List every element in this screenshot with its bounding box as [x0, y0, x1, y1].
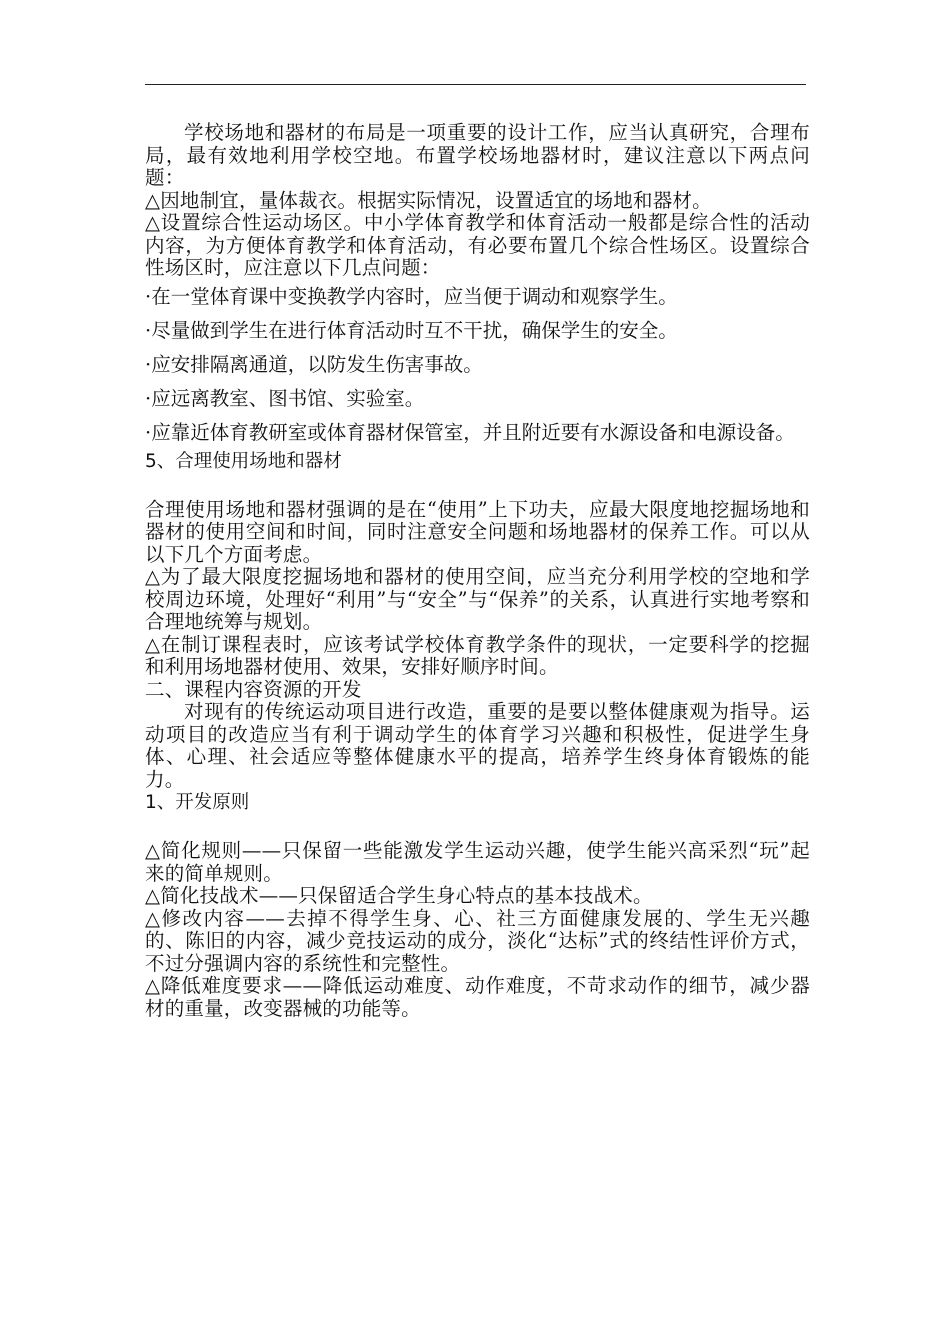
usage-paragraph: 合理使用场地和器材强调的是在“使用”上下功夫，应最大限度地挖掘场地和器材的使用空间和时间，同时注意安全问题和场地器材的保养工作。可以从以下几个方面考虑。 [145, 497, 810, 566]
usage-point-1: △为了最大限度挖掘场地和器材的使用空间，应当充分利用学校的空地和学校周边环境，处理好“利用”与“安全”与“保养”的关系，认真进行实地考察和合理地统筹与规划。 [145, 565, 810, 633]
bullet-item: ·尽量做到学生在进行体育活动时互不干扰，确保学生的安全。 [145, 318, 678, 342]
principle-2: △简化技战术——只保留适合学生身心特点的基本技战术。 [145, 884, 653, 907]
layout-point-2: △设置综合性运动场区。中小学体育教学和体育活动一般都是综合性的活动内容，为方便体育教学和体育活动，有必要布置几个综合性场区。设置综合性场区时，应注意以下几点问题： [145, 211, 810, 279]
bullet-item: ·应安排隔离通道，以防发生伤害事故。 [145, 352, 483, 376]
reform-paragraph: 对现有的传统运动项目进行改造，重要的是要以整体健康观为指导。运动项目的改造应当有利于调动学生的体育学习兴趣和积极性，促进学生身体、心理、社会适应等整体健康水平的提高，培养学生终身体育锻炼的能力。 [145, 700, 810, 791]
layout-point-1: △因地制宜，量体裁衣。根据实际情况，设置适宜的场地和器材。 [145, 188, 712, 212]
subsection-heading-1: 1、开发原则 [145, 792, 250, 813]
bullet-item: ·应远离教室、图书馆、实验室。 [145, 386, 425, 410]
document-body [145, 122, 810, 1020]
intro-paragraph: 学校场地和器材的布局是一项重要的设计工作，应当认真研究，合理布局，最有效地利用学校空地。布置学校场地器材时，建议注意以下两点问题： [145, 121, 810, 189]
section-heading-2: 二、课程内容资源的开发 [145, 677, 362, 701]
bullet-item: ·在一堂体育课中变换教学内容时，应当便于调动和观察学生。 [145, 284, 678, 308]
principle-4: △降低难度要求——降低运动难度、动作难度，不苛求动作的细节，减少器材的重量，改变器械的功能等。 [145, 974, 810, 1020]
header-rule [145, 84, 806, 85]
section-heading-5: 5、合理使用场地和器材 [145, 450, 342, 472]
bullet-item: ·应靠近体育教研室或体育器材保管室，并且附近要有水源设备和电源设备。 [145, 420, 795, 444]
principle-1: △简化规则——只保留一些能激发学生运动兴趣，使学生能兴高采烈“玩”起来的简单规则。 [145, 839, 810, 885]
principle-3: △修改内容——去掉不得学生身、心、社三方面健康发展的、学生无兴趣的、陈旧的内容，减少竞技运动的成分，淡化“达标”式的终结性评价方式，不过分强调内容的系统性和完整性。 [145, 906, 810, 975]
usage-point-2: △在制订课程表时，应该考试学校体育教学条件的现状，一定要科学的挖掘和利用场地器材使用、效果，安排好顺序时间。 [145, 632, 810, 678]
